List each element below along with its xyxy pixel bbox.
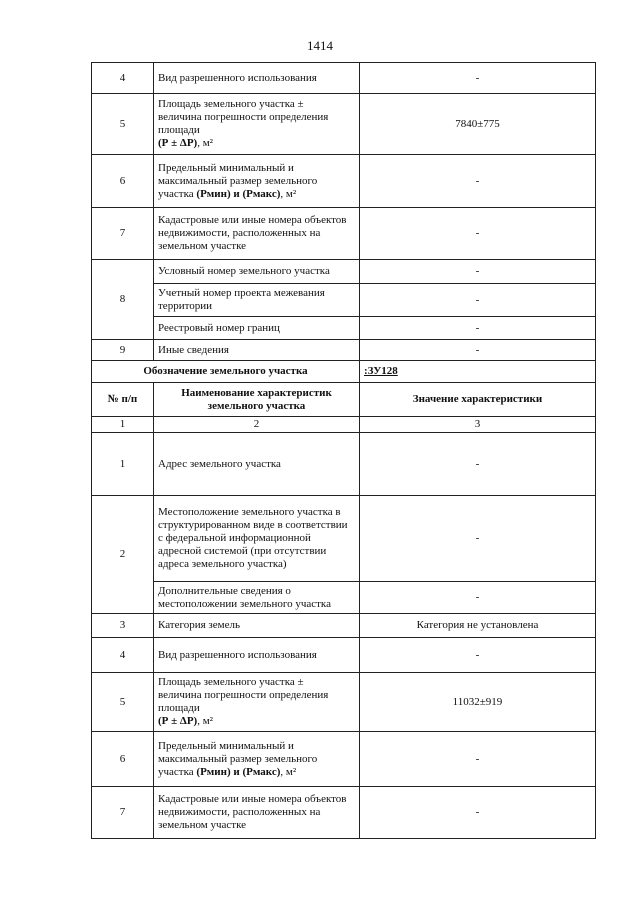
characteristic-value: 11032±919 — [360, 673, 596, 732]
characteristic-value: - — [360, 317, 596, 340]
page-number: 1414 — [307, 38, 333, 53]
area-unit: , м² — [197, 715, 213, 727]
characteristic-value: - — [360, 496, 596, 582]
characteristic-value: - — [360, 155, 596, 208]
characteristic-name: Местоположение земельного участка в структурированном виде в соответствии с федеральной информационной адресной системой (при отсутствии адреса земельного участка) — [154, 496, 360, 582]
characteristic-value: - — [360, 63, 596, 94]
name-line: Предельный минимальный и — [158, 161, 294, 174]
characteristic-value: - — [360, 433, 596, 496]
name-line: величина погрешности определения — [158, 111, 329, 123]
table-row — [92, 284, 596, 317]
characteristic-name — [154, 732, 360, 787]
name-line: максимальный размер земельного — [158, 174, 318, 187]
header-number: № п/п — [92, 383, 154, 417]
name-line: Площадь земельного участка ± — [158, 98, 304, 110]
row-number: 2 — [92, 496, 154, 614]
table-row — [92, 496, 596, 582]
size-unit: , м² — [280, 187, 297, 200]
header-row — [92, 383, 596, 417]
characteristic-name: Реестровый номер границ — [154, 317, 360, 340]
characteristic-name — [154, 673, 360, 732]
table-row — [92, 317, 596, 340]
characteristic-name — [154, 155, 360, 208]
row-number: 3 — [92, 614, 154, 638]
characteristic-value: - — [360, 260, 596, 284]
header-name: Наименование характеристик земельного участка — [154, 383, 360, 417]
column-index: 2 — [154, 417, 360, 433]
table-row — [92, 94, 596, 155]
characteristic-name: Кадастровые или иные номера объектов недвижимости, расположенных на земельном участке — [154, 787, 360, 839]
table-row — [92, 673, 596, 732]
row-number: 1 — [92, 433, 154, 496]
characteristic-name: Кадастровые или иные номера объектов недвижимости, расположенных на земельном участке — [154, 208, 360, 260]
characteristic-value: - — [360, 284, 596, 317]
row-number: 4 — [92, 63, 154, 94]
table-row — [92, 787, 596, 839]
characteristic-value: - — [360, 732, 596, 787]
characteristic-name: Иные сведения — [154, 340, 360, 361]
designation-row — [92, 361, 596, 383]
name-line: Площадь земельного участка ± — [158, 676, 304, 688]
row-number: 5 — [92, 94, 154, 155]
characteristic-name: Вид разрешенного использования — [154, 638, 360, 673]
header-index-row — [92, 417, 596, 433]
characteristic-name: Вид разрешенного использования — [154, 63, 360, 94]
table-row — [92, 340, 596, 361]
table-row — [92, 63, 596, 94]
characteristic-value: - — [360, 340, 596, 361]
column-index: 3 — [360, 417, 596, 433]
characteristic-name: Учетный номер проекта межевания территории — [154, 284, 360, 317]
name-line: максимальный размер земельного — [158, 752, 318, 765]
table-row — [92, 208, 596, 260]
table-row — [92, 155, 596, 208]
table-row — [92, 732, 596, 787]
designation-cell — [360, 361, 596, 383]
size-formula: (Рмин) и (Рмакс) — [196, 765, 281, 778]
name-line: участка — [158, 187, 194, 200]
table-row — [92, 260, 596, 284]
area-unit: , м² — [197, 137, 213, 149]
name-line: площади — [158, 124, 200, 136]
designation-label: Обозначение земельного участка — [92, 361, 360, 383]
row-number: 6 — [92, 732, 154, 787]
size-unit: , м² — [280, 765, 297, 778]
characteristic-name: Адрес земельного участка — [154, 433, 360, 496]
characteristic-name: Условный номер земельного участка — [154, 260, 360, 284]
area-formula: (Р ± ΔР) — [158, 137, 198, 149]
column-index: 1 — [92, 417, 154, 433]
name-line: Предельный минимальный и — [158, 739, 294, 752]
characteristic-value: - — [360, 787, 596, 839]
characteristic-name: Дополнительные сведения о местоположении земельного участка — [154, 582, 360, 614]
row-number: 6 — [92, 155, 154, 208]
characteristic-name: Категория земель — [154, 614, 360, 638]
name-line: величина погрешности определения — [158, 689, 329, 701]
size-formula: (Рмин) и (Рмакс) — [196, 187, 281, 200]
row-number: 8 — [92, 260, 154, 340]
name-line: площади — [158, 702, 200, 714]
area-formula: (Р ± ΔР) — [158, 715, 198, 727]
land-plot-table — [91, 62, 596, 839]
table-row — [92, 638, 596, 673]
row-number: 7 — [92, 787, 154, 839]
header-value: Значение характеристики — [360, 383, 596, 417]
characteristic-name — [154, 94, 360, 155]
row-number: 5 — [92, 673, 154, 732]
characteristic-value: - — [360, 208, 596, 260]
designation-value: :ЗУ128 — [364, 365, 398, 377]
characteristic-value: - — [360, 582, 596, 614]
row-number: 9 — [92, 340, 154, 361]
row-number: 4 — [92, 638, 154, 673]
characteristic-value: - — [360, 638, 596, 673]
characteristic-value: Категория не установлена — [360, 614, 596, 638]
row-number: 7 — [92, 208, 154, 260]
characteristic-value: 7840±775 — [360, 94, 596, 155]
table-row — [92, 582, 596, 614]
table-row — [92, 433, 596, 496]
table-row — [92, 614, 596, 638]
name-line: участка — [158, 765, 194, 778]
